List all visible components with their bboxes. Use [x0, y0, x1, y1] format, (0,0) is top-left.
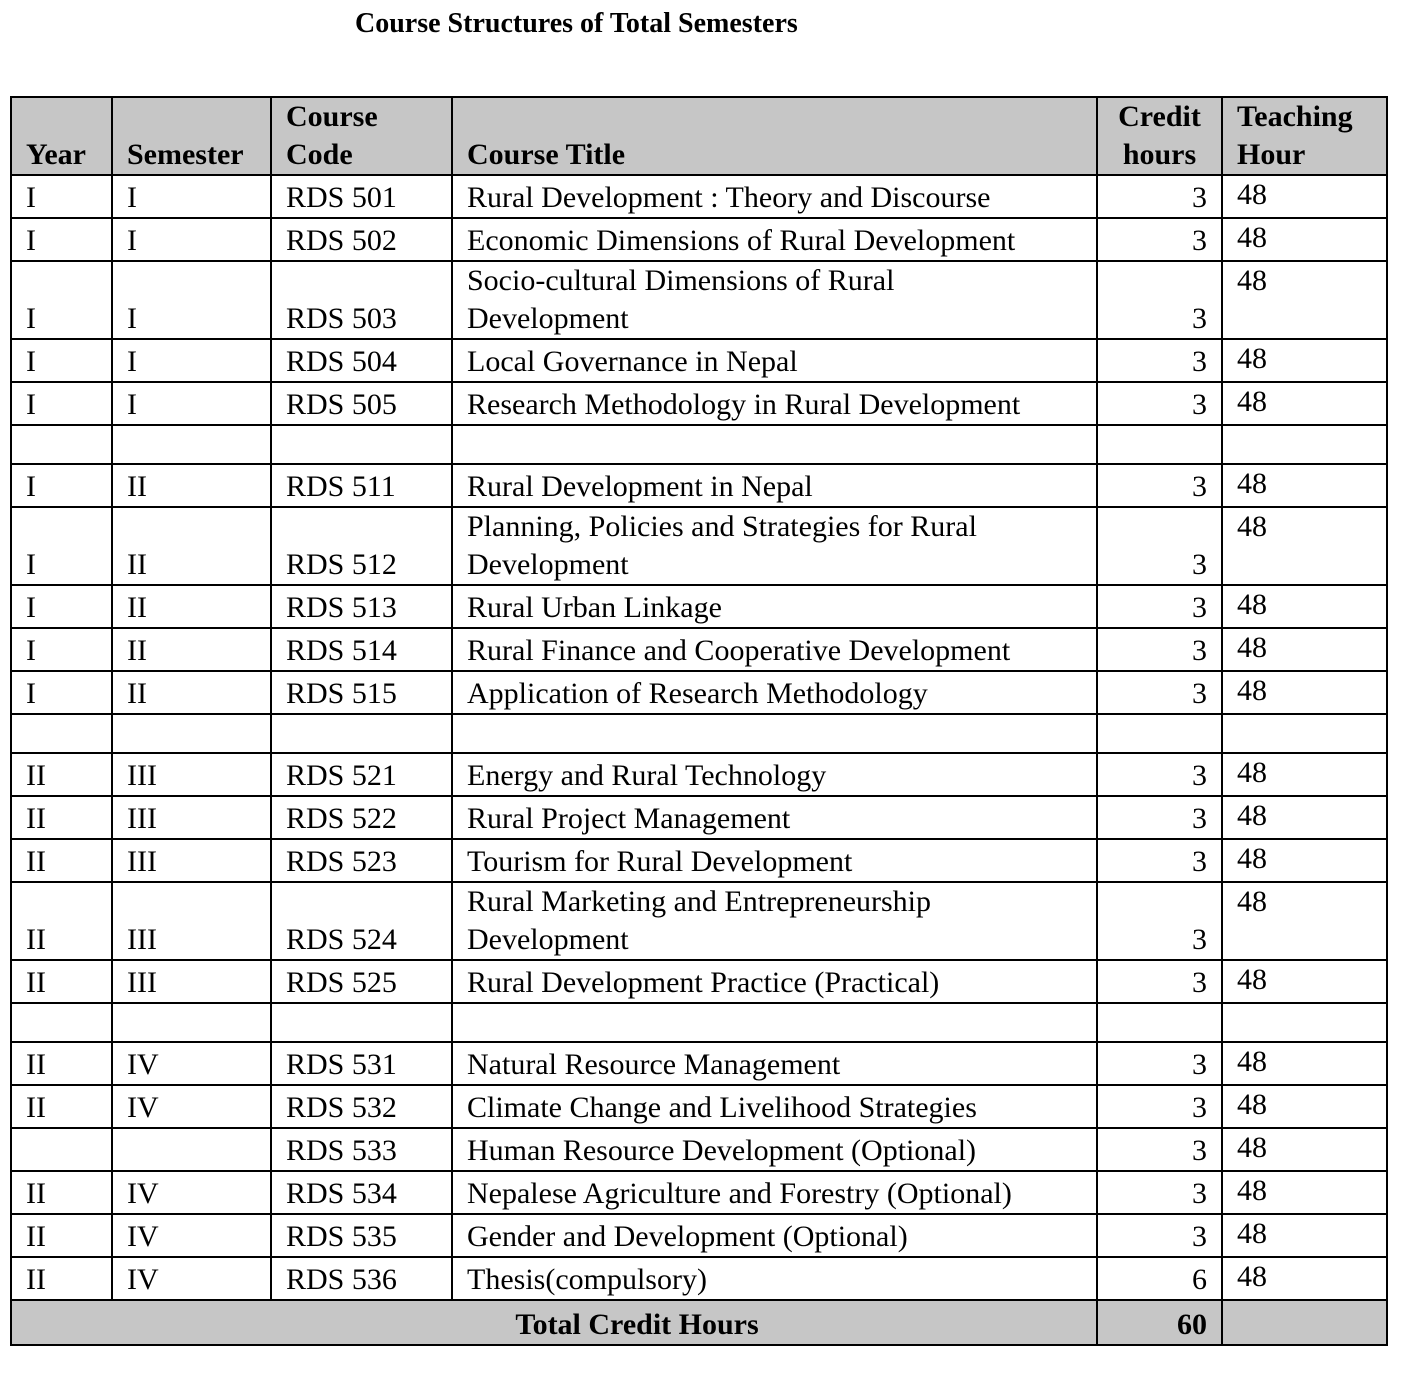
cell-year: [11, 1128, 112, 1171]
cell-credit: 3: [1097, 1128, 1222, 1171]
cell-title: Planning, Policies and Strategies for Rural Development: [452, 507, 1097, 585]
cell-code: RDS 502: [271, 218, 452, 261]
table-row: [11, 628, 1387, 671]
cell-year: II: [11, 1171, 112, 1214]
cell-teaching: 48: [1222, 882, 1387, 960]
cell-year: II: [11, 839, 112, 882]
header-year: Year: [11, 97, 112, 175]
table-row: [11, 1042, 1387, 1085]
cell-year: II: [11, 1214, 112, 1257]
cell-code: RDS 531: [271, 1042, 452, 1085]
cell-credit: 3: [1097, 175, 1222, 218]
cell-semester: III: [112, 796, 271, 839]
table-row: [11, 1171, 1387, 1214]
cell-credit: 3: [1097, 960, 1222, 1003]
cell-teaching: 48: [1222, 1214, 1387, 1257]
cell-teaching: 48: [1222, 464, 1387, 507]
cell-code: RDS 501: [271, 175, 452, 218]
cell-semester: I: [112, 261, 271, 339]
cell-credit: 3: [1097, 507, 1222, 585]
cell-semester: [112, 1128, 271, 1171]
cell-year: I: [11, 382, 112, 425]
cell-semester: I: [112, 382, 271, 425]
cell-title: Rural Finance and Cooperative Development: [452, 628, 1097, 671]
cell-code: RDS 532: [271, 1085, 452, 1128]
header-course-code: Course Code: [271, 97, 452, 175]
table-row: [11, 585, 1387, 628]
cell-teaching: 48: [1222, 628, 1387, 671]
cell-year: II: [11, 796, 112, 839]
table-row: [11, 1085, 1387, 1128]
cell-code: RDS 515: [271, 671, 452, 714]
cell-code: RDS 521: [271, 753, 452, 796]
cell-semester: II: [112, 464, 271, 507]
cell-credit: 3: [1097, 882, 1222, 960]
cell-credit: 6: [1097, 1257, 1222, 1300]
cell-teaching: 48: [1222, 839, 1387, 882]
cell-semester: II: [112, 507, 271, 585]
cell-year: II: [11, 1042, 112, 1085]
table-row: [11, 1257, 1387, 1300]
cell-title: Socio-cultural Dimensions of Rural Development: [452, 261, 1097, 339]
cell-semester: I: [112, 339, 271, 382]
cell-year: I: [11, 628, 112, 671]
cell-code: RDS 536: [271, 1257, 452, 1300]
cell-title: Human Resource Development (Optional): [452, 1128, 1097, 1171]
cell-semester: II: [112, 585, 271, 628]
table-row: [11, 339, 1387, 382]
header-credit-hours: Credit hours: [1097, 97, 1222, 175]
cell-semester: III: [112, 882, 271, 960]
cell-credit: 3: [1097, 796, 1222, 839]
cell-title: Rural Development in Nepal: [452, 464, 1097, 507]
cell-code: RDS 523: [271, 839, 452, 882]
cell-credit: 3: [1097, 1214, 1222, 1257]
cell-title: Gender and Development (Optional): [452, 1214, 1097, 1257]
cell-code: RDS 525: [271, 960, 452, 1003]
table-row: [11, 671, 1387, 714]
cell-credit: 3: [1097, 628, 1222, 671]
cell-credit: 3: [1097, 261, 1222, 339]
spacer-row: [11, 714, 1387, 753]
cell-year: I: [11, 261, 112, 339]
cell-credit: 3: [1097, 464, 1222, 507]
cell-code: RDS 513: [271, 585, 452, 628]
cell-teaching: 48: [1222, 960, 1387, 1003]
cell-teaching: 48: [1222, 1171, 1387, 1214]
table-row: [11, 882, 1387, 960]
table-row: [11, 753, 1387, 796]
header-teaching-hour: Teaching Hour: [1222, 97, 1387, 175]
cell-teaching: 48: [1222, 1128, 1387, 1171]
cell-title: Application of Research Methodology: [452, 671, 1097, 714]
cell-teaching: 48: [1222, 796, 1387, 839]
cell-credit: 3: [1097, 382, 1222, 425]
cell-code: RDS 503: [271, 261, 452, 339]
cell-credit: 3: [1097, 339, 1222, 382]
cell-code: RDS 524: [271, 882, 452, 960]
cell-credit: 3: [1097, 671, 1222, 714]
cell-title: Natural Resource Management: [452, 1042, 1097, 1085]
cell-semester: I: [112, 218, 271, 261]
cell-teaching: 48: [1222, 671, 1387, 714]
table-row: [11, 261, 1387, 339]
cell-title: Thesis(compulsory): [452, 1257, 1097, 1300]
table-row: [11, 1128, 1387, 1171]
cell-code: RDS 512: [271, 507, 452, 585]
cell-semester: III: [112, 753, 271, 796]
cell-title: Rural Development Practice (Practical): [452, 960, 1097, 1003]
cell-teaching: 48: [1222, 585, 1387, 628]
total-teaching-empty: [1222, 1300, 1387, 1345]
cell-title: Rural Project Management: [452, 796, 1097, 839]
table-row: [11, 382, 1387, 425]
cell-year: II: [11, 1085, 112, 1128]
spacer-row: [11, 1003, 1387, 1042]
cell-year: I: [11, 464, 112, 507]
total-credit-hours-label: Total Credit Hours: [11, 1300, 1097, 1345]
table-row: [11, 175, 1387, 218]
table-row: [11, 507, 1387, 585]
cell-credit: 3: [1097, 585, 1222, 628]
cell-teaching: 48: [1222, 1257, 1387, 1300]
cell-teaching: 48: [1222, 339, 1387, 382]
cell-credit: 3: [1097, 839, 1222, 882]
cell-title: Energy and Rural Technology: [452, 753, 1097, 796]
cell-credit: 3: [1097, 1171, 1222, 1214]
cell-teaching: 48: [1222, 1085, 1387, 1128]
cell-teaching: 48: [1222, 1042, 1387, 1085]
cell-credit: 3: [1097, 218, 1222, 261]
cell-code: RDS 534: [271, 1171, 452, 1214]
cell-semester: IV: [112, 1214, 271, 1257]
cell-title: Rural Development : Theory and Discourse: [452, 175, 1097, 218]
cell-semester: IV: [112, 1085, 271, 1128]
cell-year: II: [11, 960, 112, 1003]
table-row: [11, 960, 1387, 1003]
cell-credit: 3: [1097, 1042, 1222, 1085]
cell-semester: II: [112, 628, 271, 671]
table-row: [11, 839, 1387, 882]
cell-code: RDS 535: [271, 1214, 452, 1257]
table-row: [11, 464, 1387, 507]
cell-semester: IV: [112, 1171, 271, 1214]
cell-teaching: 48: [1222, 507, 1387, 585]
cell-title: Nepalese Agriculture and Forestry (Optional): [452, 1171, 1097, 1214]
header-course-title: Course Title: [452, 97, 1097, 175]
cell-title: Rural Marketing and Entrepreneurship Development: [452, 882, 1097, 960]
cell-title: Tourism for Rural Development: [452, 839, 1097, 882]
cell-semester: III: [112, 960, 271, 1003]
cell-semester: IV: [112, 1042, 271, 1085]
cell-title: Economic Dimensions of Rural Development: [452, 218, 1097, 261]
total-credit-hours-value: 60: [1097, 1300, 1222, 1345]
cell-teaching: 48: [1222, 218, 1387, 261]
page-title: Course Structures of Total Semesters: [355, 8, 798, 39]
cell-year: II: [11, 1257, 112, 1300]
cell-year: I: [11, 339, 112, 382]
cell-teaching: 48: [1222, 382, 1387, 425]
course-structure-table: [10, 96, 1388, 1346]
cell-semester: II: [112, 671, 271, 714]
cell-year: I: [11, 218, 112, 261]
cell-credit: 3: [1097, 1085, 1222, 1128]
cell-teaching: 48: [1222, 753, 1387, 796]
cell-year: I: [11, 507, 112, 585]
cell-year: I: [11, 585, 112, 628]
cell-title: Climate Change and Livelihood Strategies: [452, 1085, 1097, 1128]
cell-year: I: [11, 671, 112, 714]
cell-teaching: 48: [1222, 175, 1387, 218]
cell-semester: III: [112, 839, 271, 882]
cell-code: RDS 505: [271, 382, 452, 425]
cell-title: Rural Urban Linkage: [452, 585, 1097, 628]
table-row: [11, 218, 1387, 261]
cell-code: RDS 511: [271, 464, 452, 507]
cell-title: Local Governance in Nepal: [452, 339, 1097, 382]
cell-year: I: [11, 175, 112, 218]
cell-code: RDS 533: [271, 1128, 452, 1171]
cell-code: RDS 504: [271, 339, 452, 382]
header-semester: Semester: [112, 97, 271, 175]
table-row: [11, 796, 1387, 839]
table-row: [11, 1214, 1387, 1257]
cell-teaching: 48: [1222, 261, 1387, 339]
cell-year: II: [11, 882, 112, 960]
cell-code: RDS 522: [271, 796, 452, 839]
cell-semester: IV: [112, 1257, 271, 1300]
cell-year: II: [11, 753, 112, 796]
total-row: [11, 1300, 1387, 1345]
cell-semester: I: [112, 175, 271, 218]
header-row: [11, 97, 1387, 175]
cell-credit: 3: [1097, 753, 1222, 796]
cell-code: RDS 514: [271, 628, 452, 671]
spacer-row: [11, 425, 1387, 464]
cell-title: Research Methodology in Rural Development: [452, 382, 1097, 425]
